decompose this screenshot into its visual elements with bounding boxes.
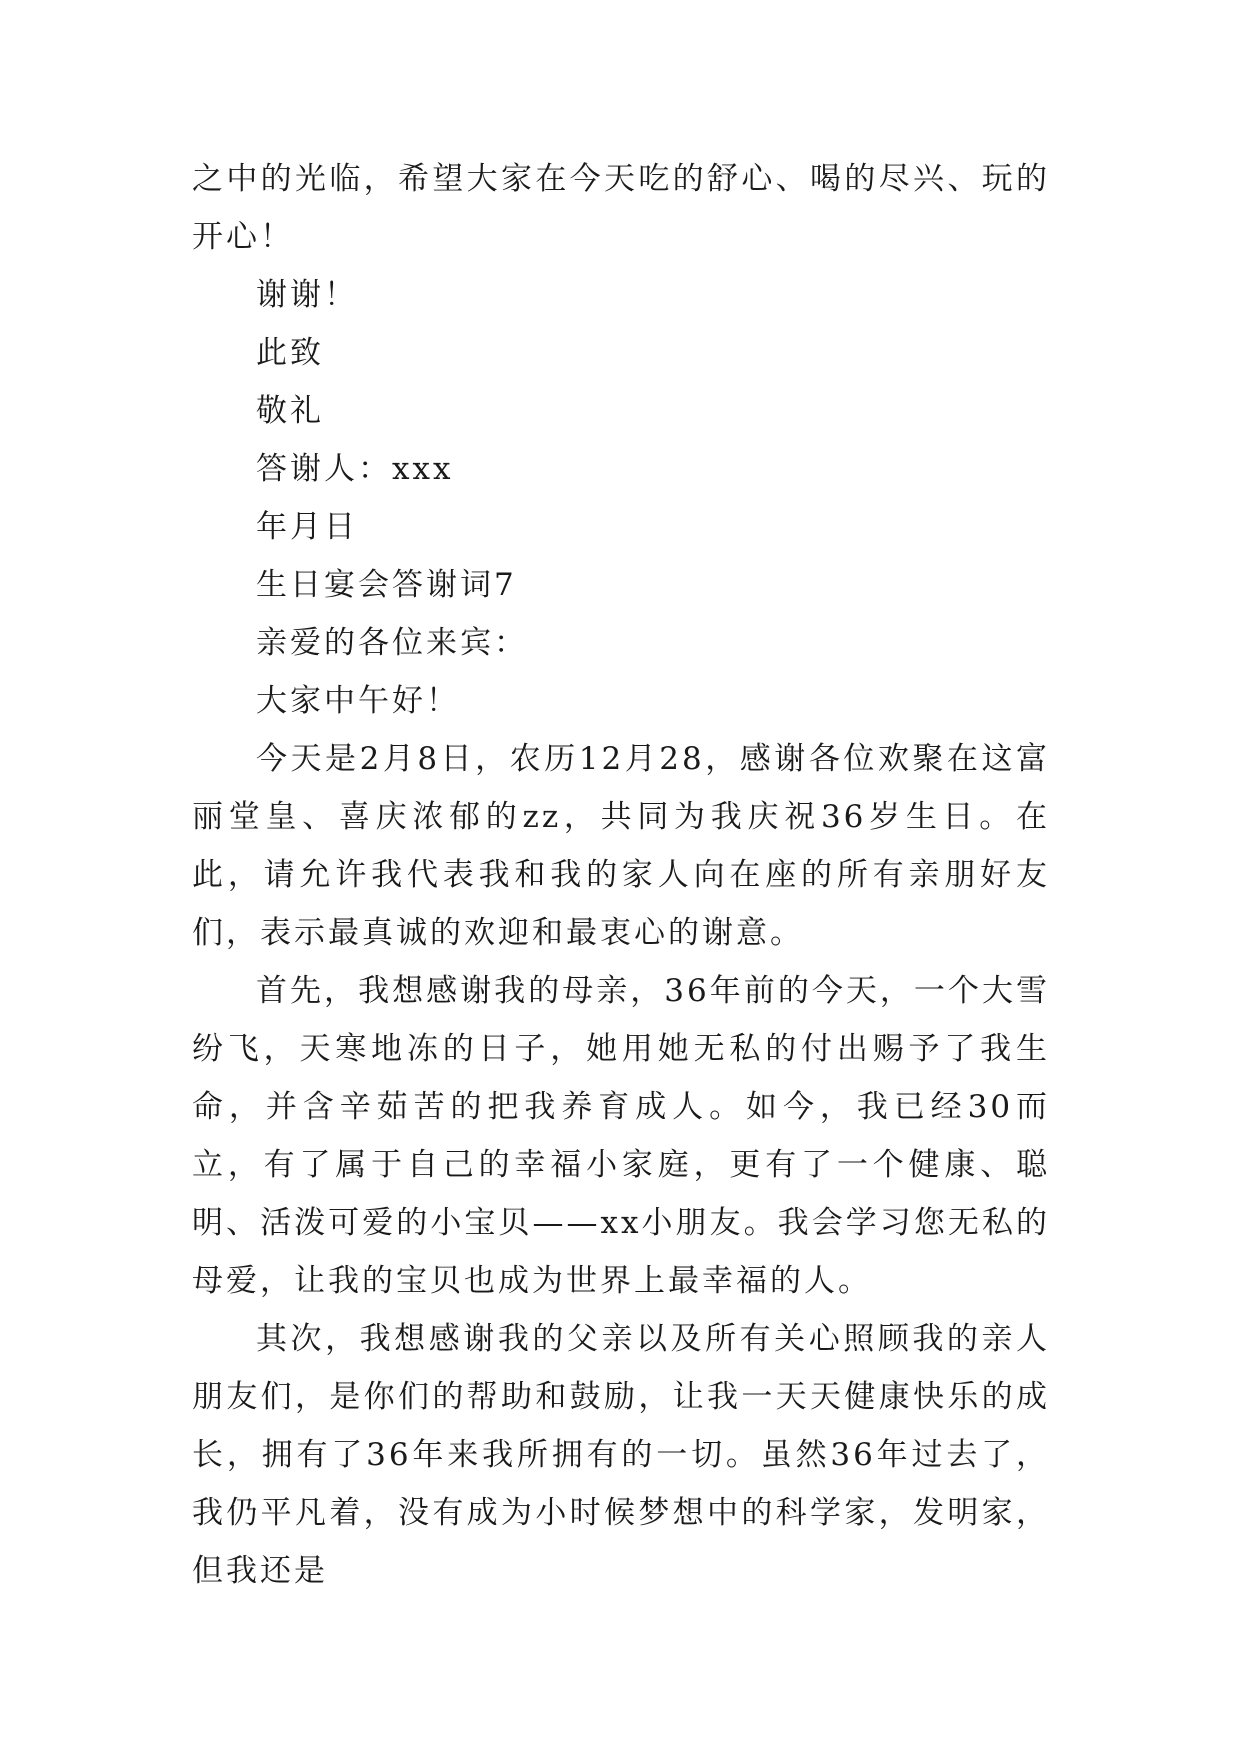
greeting: 大家中午好！ bbox=[256, 683, 460, 719]
paragraph-continuation: 之中的光临，希望大家在今天吃的舒心、喝的尽兴、玩的开心！ bbox=[192, 161, 1050, 255]
signature-line: 答谢人：xxx bbox=[256, 451, 454, 487]
salutation: 亲爱的各位来宾： bbox=[256, 625, 528, 661]
paragraph-mother: 首先，我想感谢我的母亲，36年前的今天，一个大雪纷飞，天寒地冻的日子，她用她无私的付出赐予了我生命，并含辛茹苦的把我养育成人。如今，我已经30而立，有了属于自己的幸福小家庭，更有了一个健康、聪明、活泼可爱的小宝贝——xx小朋友。我会学习您无私的母爱，让我的宝贝也成为世界上最幸福的人。 bbox=[192, 973, 1050, 1299]
closing-line-cizhi: 此致 bbox=[256, 335, 324, 371]
paragraph-opening: 今天是2月8日，农历12月28，感谢各位欢聚在这富丽堂皇、喜庆浓郁的zz，共同为我庆祝36岁生日。在此，请允许我代表我和我的家人向在座的所有亲朋好友们，表示最真诚的欢迎和最衷心的谢意。 bbox=[192, 741, 1050, 951]
closing-line-jingli: 敬礼 bbox=[256, 393, 324, 429]
paragraph-father: 其次，我想感谢我的父亲以及所有关心照顾我的亲人朋友们，是你们的帮助和鼓励，让我一天天健康快乐的成长，拥有了36年来我所拥有的一切。虽然36年过去了，我仍平凡着，没有成为小时候梦想中的科学家，发明家，但我还是 bbox=[192, 1321, 1050, 1589]
thanks-line: 谢谢！ bbox=[256, 277, 358, 313]
date-line: 年月日 bbox=[256, 509, 358, 545]
section-heading: 生日宴会答谢词7 bbox=[256, 567, 517, 603]
document-body bbox=[192, 150, 1050, 1600]
